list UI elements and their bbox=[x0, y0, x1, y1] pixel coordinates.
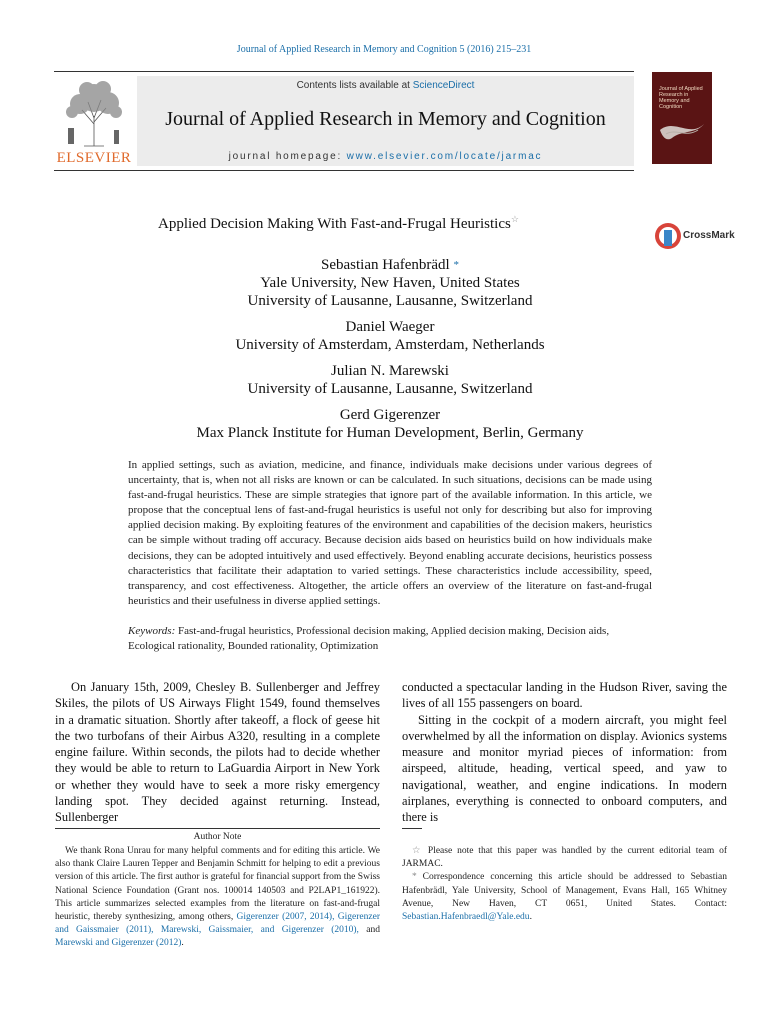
editorial-footnote-text: Please note that this paper was handled by the current editorial team of JARMAC. bbox=[402, 846, 728, 870]
contents-line bbox=[137, 80, 634, 91]
sciencedirect-link[interactable]: ScienceDirect bbox=[412, 80, 475, 91]
footnote-rule-right bbox=[402, 828, 422, 829]
author-2 bbox=[0, 318, 768, 354]
header-rule-top bbox=[54, 71, 634, 72]
homepage-prefix: journal homepage: bbox=[228, 151, 347, 162]
body-paragraph: Sitting in the cockpit of a modern aircraft, you might feel overwhelmed by all the information on display. Avionics systems measure and monitor myriad pieces of information: from airspeed, altitude, heading, vertical speed, and yaw to navigational, weather, and engine indications. In modern airplanes, everything is connected to onboard computers, and there is bbox=[402, 712, 727, 825]
author-affiliation: University of Lausanne, Lausanne, Switzerland bbox=[247, 381, 533, 397]
body-paragraph: On January 15th, 2009, Chesley B. Sullenberger and Jeffrey Skiles, the pilots of US Airways Flight 1549, found themselves in a dramatic situation. Shortly after takeoff, a flock of geese hit the two turbofans of their Airbus A320, resulting in a complete engine failure. Within seconds, the pilots had to decide whether they would be able to return to LaGuardia Airport in New York or whether they would have to seek a more risky emergency landing spot. They decided against returning. Instead, Sullenberger bbox=[55, 680, 380, 825]
author-note-and: and bbox=[358, 925, 380, 936]
author-note-last-reference[interactable]: Marewski and Gigerenzer (2012) bbox=[55, 938, 182, 949]
editorial-footnote-mark: ☆ bbox=[412, 846, 424, 856]
author-affiliation: University of Lausanne, Lausanne, Switzerland bbox=[247, 293, 533, 309]
author-name-text: Sebastian Hafenbrädl bbox=[321, 257, 450, 273]
author-note-end: . bbox=[181, 938, 184, 949]
author-affiliation: Max Planck Institute for Human Development, Berlin, Germany bbox=[196, 425, 584, 441]
author-1 bbox=[0, 256, 768, 310]
correspondence-footnote-mark: * bbox=[412, 872, 417, 883]
correspondence-footnote-text: Correspondence concerning this article should be addressed to Sebastian Hafenbrädl, Yale University, School of Management, Evans Hall, 165 Whitney Avenue, New Haven, CT 0651, United States. Contact: bbox=[402, 872, 727, 909]
author-note-title: Author Note bbox=[193, 832, 242, 842]
correspondence-email-link[interactable]: Sebastian.Hafenbraedl@Yale.edu bbox=[402, 912, 530, 923]
body-column-right bbox=[402, 679, 727, 826]
author-affiliation: University of Amsterdam, Amsterdam, Netherlands bbox=[235, 337, 545, 353]
crossmark-label[interactable]: CrossMark bbox=[683, 230, 735, 241]
author-name: Julian N. Marewski bbox=[331, 363, 449, 379]
header-rule-bottom bbox=[54, 170, 634, 171]
contents-prefix: Contents lists available at bbox=[296, 80, 413, 91]
journal-citation[interactable]: Journal of Applied Research in Memory and Cognition 5 (2016) 215–231 bbox=[236, 44, 532, 55]
crossmark-icon bbox=[653, 221, 683, 251]
cover-title: Journal of Applied Research in Memory and Cognition bbox=[659, 86, 703, 110]
author-name: Daniel Waeger bbox=[345, 319, 435, 335]
title-footnote-mark[interactable]: ☆ bbox=[510, 214, 519, 224]
author-affiliation: Yale University, New Haven, United States bbox=[260, 275, 520, 291]
editorial-footnote bbox=[402, 845, 727, 871]
keywords bbox=[128, 624, 652, 654]
article-footnotes bbox=[402, 845, 727, 924]
article-title-text: Applied Decision Making With Fast-and-Frugal Heuristics bbox=[158, 216, 511, 232]
author-3 bbox=[0, 362, 768, 398]
homepage-line bbox=[137, 151, 634, 162]
author-note bbox=[55, 845, 380, 951]
author-note-text: We thank Rona Unrau for many helpful comments and for editing this article. We also thank Claire Lauren Tepper and Benjamin Schmitt for helping to edit a previous version of this article. The first author is grateful for financial support from the Swiss National Science Foundation (Grant nos. 100014 140503 and P2LAP1_161922). This article summarizes selected examples from the literature on fast-and-frugal heuristic, thereby synthesizing, among others, bbox=[55, 846, 380, 923]
correspondence-end: . bbox=[529, 912, 532, 923]
author-note-references[interactable]: Gigerenzer (2007, 2014), Gigerenzer and Gaissmaier (2011), Marewski, Gaissmaier, and Gigerenzer (2010), bbox=[55, 912, 380, 936]
journal-cover-image bbox=[652, 72, 712, 164]
author-4 bbox=[0, 406, 768, 442]
article-title bbox=[158, 214, 519, 233]
body-paragraph: conducted a spectacular landing in the Hudson River, saving the lives of all 155 passengers on board. bbox=[402, 680, 727, 711]
correspondence-mark[interactable]: * bbox=[453, 259, 459, 271]
author-name bbox=[0, 256, 768, 274]
author-name: Gerd Gigerenzer bbox=[339, 407, 441, 423]
journal-name: Journal of Applied Research in Memory and Cognition bbox=[165, 108, 606, 130]
body-column-left bbox=[55, 679, 380, 826]
correspondence-footnote bbox=[402, 871, 727, 924]
publisher-name: ELSEVIER bbox=[56, 150, 132, 166]
homepage-link[interactable]: www.elsevier.com/locate/jarmac bbox=[346, 151, 543, 162]
footnote-rule-left bbox=[55, 828, 380, 829]
keywords-label: Keywords: bbox=[128, 625, 176, 637]
keywords-list: Fast-and-frugal heuristics, Professional decision making, Applied decision making, Decision aids, Ecological rationality, Bounded rationality, Optimization bbox=[128, 625, 610, 652]
abstract: In applied settings, such as aviation, medicine, and finance, individuals make decisions under various degrees of uncertainty, that is, when not all risks are known or can be calculated. In such situations, decisions can be made using fast-and-frugal heuristics. These are simple strategies that ignore part of the available information. In this article, we propose that the conceptual lens of fast-and-frugal heuristics is useful not only for describing but also for improving applied decision making. By exploiting features of the environment and capabilities of the decision makers, heuristics can be simple without trading off accuracy. Because decision aids based on heuristics build on how individuals make decisions, they can be adopted intuitively and used effectively. Beyond enabling accurate decisions, heuristics possess characteristics that facilitate their adaptation to varied settings. These characteristics include accessibility, speed, transparency, and cost effectiveness. Altogether, the article offers an overview of the literature on fast-and-frugal heuristics and their usefulness in diverse applied settings. bbox=[128, 459, 652, 607]
